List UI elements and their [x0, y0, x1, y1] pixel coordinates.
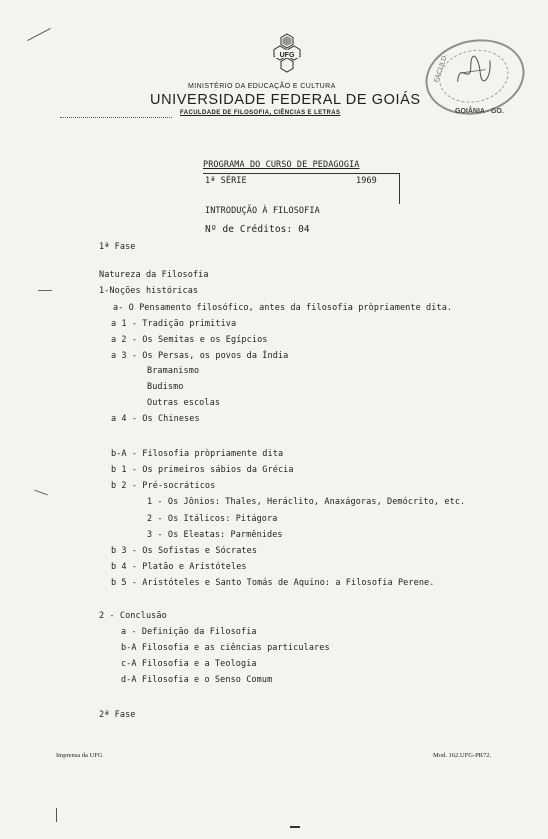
list-item: 1 - Os Jônios: Thales, Heráclito, Anaxágoras, Demócrito, etc.	[147, 497, 466, 507]
series-label: 1ª SÉRIE	[205, 176, 247, 186]
list-item: b 5 - Aristóteles e Santo Tomás de Aquino: a Filosofia Perene.	[111, 578, 435, 588]
year-label: 1969	[356, 176, 377, 186]
phase-2-label: 2ª Fase	[99, 710, 136, 720]
svg-text:UFG: UFG	[279, 52, 295, 59]
list-item: b 3 - Os Sofistas e Sócrates	[111, 546, 258, 556]
list-item: Outras escolas	[147, 398, 221, 408]
list-item: b-A Filosofia e as ciências particulares	[121, 643, 330, 653]
list-item: b 1 - Os primeiros sábios da Grécia	[111, 465, 294, 475]
university-name: UNIVERSIDADE FEDERAL DE GOIÁS	[150, 92, 421, 108]
margin-mark	[34, 490, 47, 496]
heading-bracket	[203, 173, 400, 204]
list-item: a 4 - Os Chineses	[111, 414, 200, 424]
subject-title: INTRODUÇÃO À FILOSOFIA	[205, 206, 320, 216]
credits-label: Nº de Créditos: 04	[205, 224, 310, 235]
margin-mark	[27, 28, 50, 41]
program-title: PROGRAMA DO CURSO DE PEDAGOGIA	[203, 160, 360, 170]
list-item: b 4 - Platão e Aristóteles	[111, 562, 247, 572]
list-item: 1-Noções históricas	[99, 286, 199, 296]
list-item: Budismo	[147, 382, 184, 392]
list-item: a 3 - Os Persas, os povos da Índia	[111, 351, 289, 361]
list-item: 2 - Os Itálicos: Pitágora	[147, 514, 278, 524]
list-item: c-A Filosofia e a Teologia	[121, 659, 257, 669]
list-item: 3 - Os Eleatas: Parmênides	[147, 530, 283, 540]
margin-mark	[56, 808, 57, 822]
list-item: a- O Pensamento filosófico, antes da filosofia pròpriamente dita.	[113, 303, 453, 313]
margin-mark	[290, 826, 300, 828]
university-logo	[268, 32, 306, 74]
list-item: b-A - Filosofia pròpriamente dita	[111, 449, 284, 459]
faculty-name: FACULDADE DE FILOSOFIA, CIÊNCIAS E LETRAS	[180, 110, 341, 116]
header-dotted-rule	[60, 117, 172, 118]
margin-mark	[38, 290, 52, 291]
ministry-text: MINISTÉRIO DA EDUCAÇÃO E CULTURA	[188, 83, 336, 90]
list-item: a - Definição da Filosofia	[121, 627, 257, 637]
list-item: a 1 - Tradição primitiva	[111, 319, 237, 329]
stamp-top-text: FACULD.	[433, 53, 450, 84]
list-item: 2 - Conclusão	[99, 611, 167, 621]
phase-1-label: 1ª Fase	[99, 242, 136, 252]
list-item: d-A Filosofia e o Senso Comum	[121, 675, 273, 685]
footer-form-code: Mod. 162.UFG-PR72.	[433, 752, 492, 759]
footer-printer: Imprensa da UFG	[56, 752, 103, 759]
list-item: Bramanismo	[147, 366, 200, 376]
stamp-bottom-text: GOIÂNIA - GO.	[455, 108, 504, 115]
list-item: a 2 - Os Semitas e os Egípcios	[111, 335, 268, 345]
list-item: b 2 - Pré-socráticos	[111, 481, 216, 491]
section-title: Natureza da Filosofia	[99, 270, 209, 280]
